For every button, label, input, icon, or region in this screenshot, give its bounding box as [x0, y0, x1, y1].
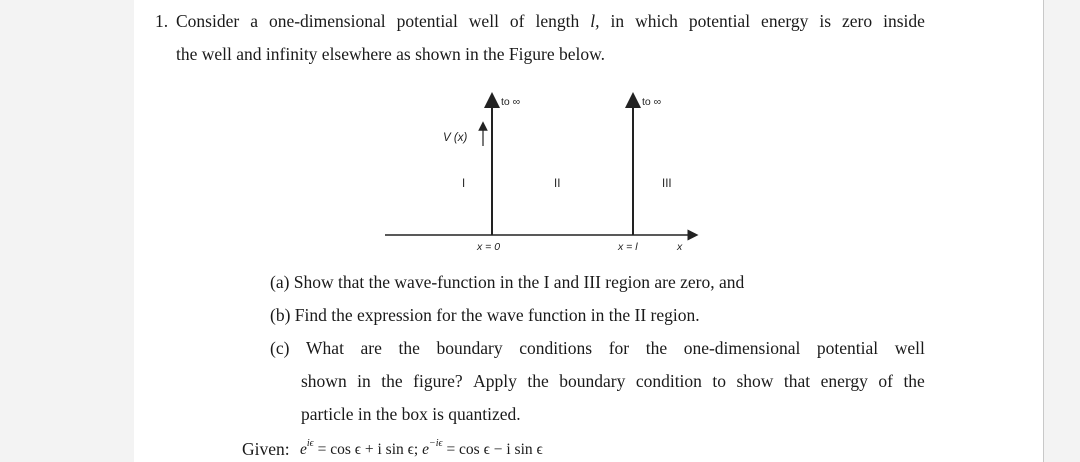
part-c-line2-word: show — [736, 371, 774, 391]
question-line1-word: well — [468, 11, 499, 31]
part-c-line2-word: Apply — [473, 371, 517, 391]
part-c-line1-word: are — [360, 338, 382, 358]
part-c-line1-word: for — [608, 338, 630, 358]
question-line1-word: inside — [883, 11, 925, 31]
part-c-text-line2 — [301, 373, 925, 391]
x-axis-label: x — [677, 241, 683, 253]
question-line1-word: a — [250, 11, 258, 31]
question-line1-word: energy — [761, 11, 809, 31]
part-c-line1-word: well — [894, 338, 925, 358]
question-line1-word: one-dimensional — [268, 11, 386, 31]
question-line1-word: zero — [842, 11, 873, 31]
part-c-line2-word: the — [381, 371, 403, 391]
question-line1-word: potential — [396, 11, 458, 31]
given-label: Given: — [242, 439, 290, 459]
part-c-line2-word: that — [783, 371, 811, 391]
question-line1-word: of — [509, 11, 525, 31]
part-c-line2-word: figure? — [413, 371, 463, 391]
region-I-label: I — [462, 178, 466, 190]
part-c-text-line3: particle in the box is quantized. — [301, 404, 521, 424]
part-c-line1-word: What — [306, 338, 344, 358]
part-c-line1-word: the — [398, 338, 420, 358]
part-c-line2-word: to — [712, 371, 727, 391]
part-c-line1-word: potential — [816, 338, 879, 358]
given-e2: e — [422, 441, 429, 459]
part-c-line1-word: conditions — [519, 338, 593, 358]
question-line1-word: l, — [590, 11, 600, 31]
question-line1-word: which — [635, 11, 678, 31]
question-line1-word: Consider — [176, 11, 240, 31]
part-a-text: (a) Show that the wave-function in the I and III region are zero, and — [270, 272, 745, 292]
v-label: V (x) — [443, 132, 468, 144]
part-c-line2-word: energy — [820, 371, 868, 391]
part-c-line1-word: one-dimensional — [683, 338, 801, 358]
given-e1: e — [300, 441, 307, 459]
given-exp1: iϵ — [306, 438, 314, 449]
part-c-line1-word: boundary — [436, 338, 503, 358]
given-exp2: −iϵ — [429, 438, 443, 449]
part-c-line2-word: in — [357, 371, 371, 391]
question-line1-word: potential — [688, 11, 751, 31]
part-c-line2-word: the — [527, 371, 549, 391]
part-c-line2-word: of — [878, 371, 893, 391]
xl-label: x = l — [618, 241, 638, 253]
left-wall-label: to ∞ — [501, 96, 521, 108]
part-c-line2-word: condition — [635, 371, 702, 391]
part-c-line2-word: the — [903, 371, 925, 391]
part-c-text-line1 — [270, 340, 925, 358]
question-number: 1. — [155, 11, 169, 31]
right-wall-label: to ∞ — [642, 96, 662, 108]
part-c-line2-word: boundary — [559, 371, 626, 391]
question-line1-word: in — [610, 11, 625, 31]
question-text-line2: the well and infinity elsewhere as shown in the Figure below. — [176, 44, 605, 64]
part-c-line1-word: (c) — [270, 338, 290, 358]
given-eq2: = cos ϵ − i sin ϵ — [446, 441, 543, 459]
x0-label: x = 0 — [477, 241, 501, 253]
part-b-text: (b) Find the expression for the wave function in the II region. — [270, 305, 700, 325]
region-III-label: III — [662, 178, 672, 190]
given-euler-formula — [300, 438, 543, 459]
question-line1-word: length — [535, 11, 580, 31]
question-line1-word: is — [819, 11, 832, 31]
region-II-label: II — [554, 178, 561, 190]
part-c-line1-word: the — [645, 338, 668, 358]
part-c-line2-word: shown — [301, 371, 347, 391]
given-eq1: = cos ϵ + i sin ϵ; — [317, 441, 419, 459]
